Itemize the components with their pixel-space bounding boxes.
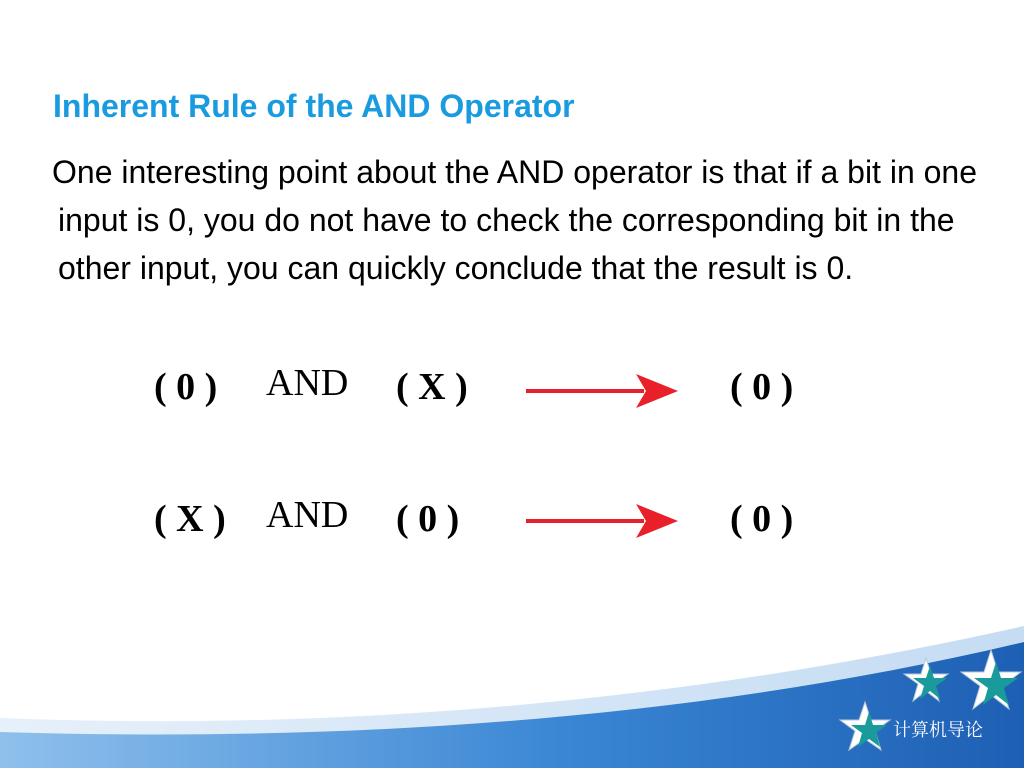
- star-icon: [836, 700, 894, 754]
- rule-2-arrow-icon: [526, 500, 680, 542]
- rule-2-result: ( 0 ): [730, 498, 794, 540]
- slide-title: Inherent Rule of the AND Operator: [53, 88, 575, 124]
- footer-course-label: 计算机导论: [893, 720, 983, 741]
- slide-paragraph: One interesting point about the AND operator is that if a bit in one input is 0, you do not have to check the corresponding bit in the other input, you can quickly conclude that the result is 0.: [52, 154, 978, 286]
- rule-2-left-operand: ( X ): [154, 498, 226, 540]
- rule-1-left-operand: ( 0 ): [154, 366, 218, 408]
- rule-2-operator: AND: [266, 494, 349, 536]
- rule-1-right-operand: ( X ): [396, 366, 468, 408]
- rule-1-operator: AND: [266, 362, 349, 404]
- rule-2-right-operand: ( 0 ): [396, 498, 460, 540]
- star-icon: [900, 656, 952, 704]
- rule-1-result: ( 0 ): [730, 366, 794, 408]
- star-icon: [958, 648, 1024, 714]
- rule-1-arrow-icon: [526, 370, 680, 412]
